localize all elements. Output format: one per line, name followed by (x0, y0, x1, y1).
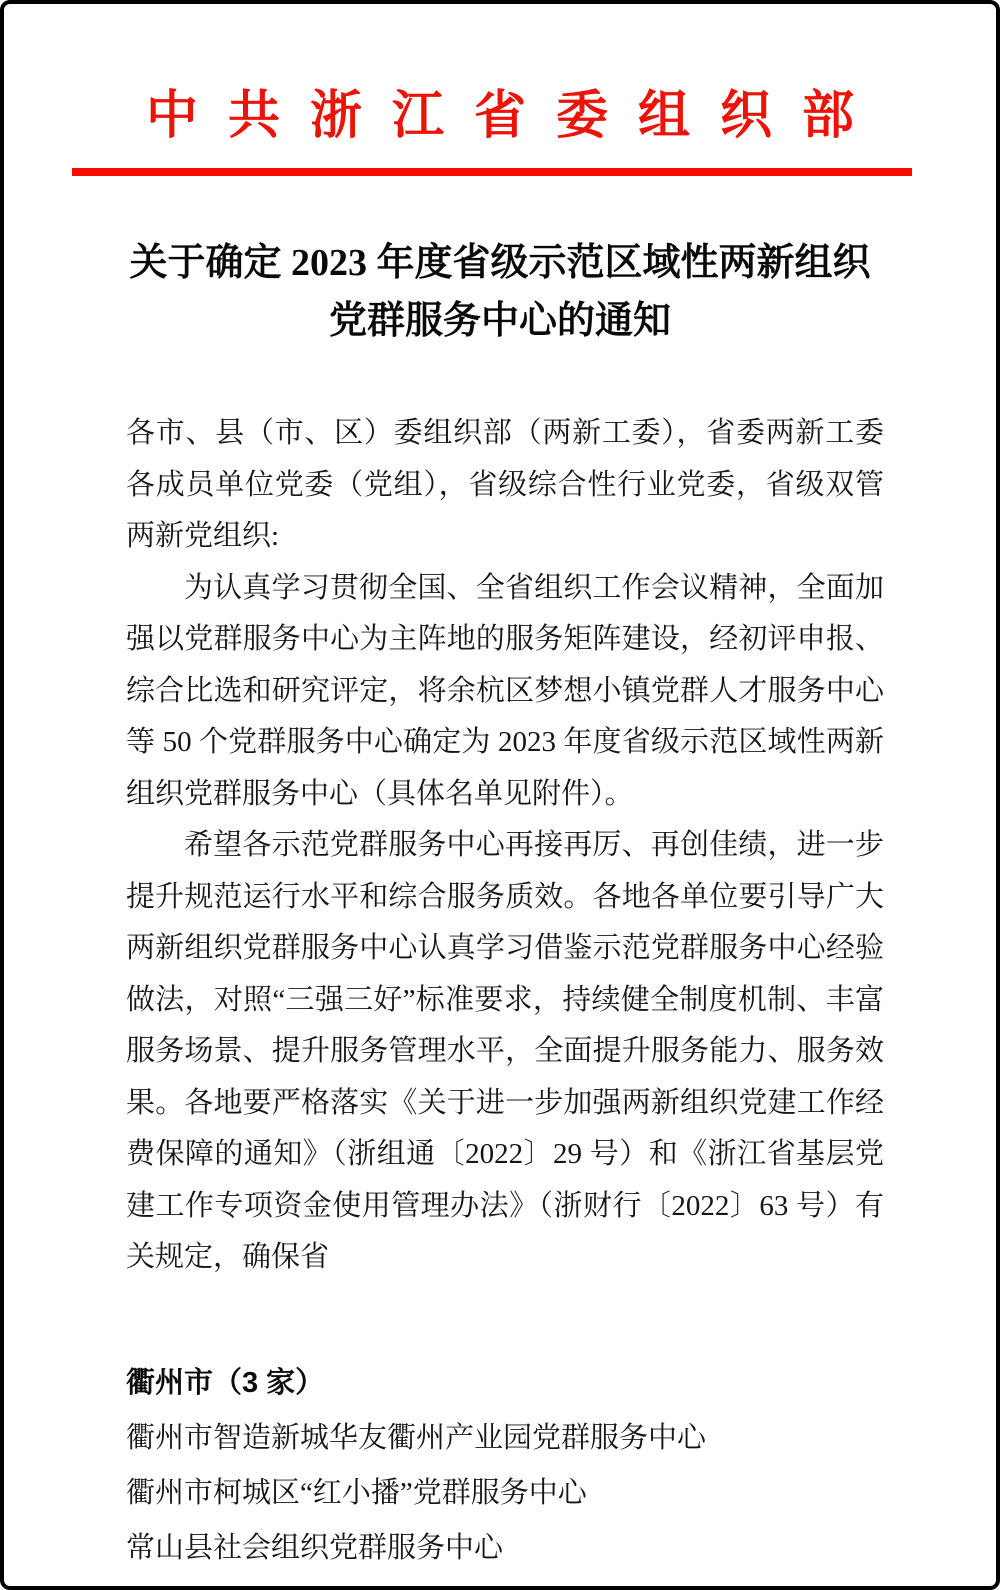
issuing-org-name: 中共浙江省委组织部 (145, 88, 884, 145)
document-body (126, 408, 884, 1284)
letterhead (4, 4, 996, 176)
letterhead-divider (72, 168, 912, 176)
body-paragraph-1: 为认真学习贯彻全国、全省组织工作会议精神，全面加强以党群服务中心为主阵地的服务矩阵建设，经初评申报、综合比选和研究评定，将余杭区梦想小镇党群人才服务中心等 50 个党群服务中心确定为 2023 年度省级示范区域性两新组织党群服务中心（具体名单见附件）。 (126, 571, 884, 810)
salutation: 各市、县（市、区）委组织部（两新工委），省委两新工委各成员单位党委（党组），省级综合性行业党委，省级双管两新党组织: (126, 417, 884, 552)
service-center-item: 常山县社会组织党群服务中心 (126, 1531, 504, 1564)
service-center-item: 衢州市柯城区“红小播”党群服务中心 (126, 1476, 587, 1509)
service-center-item: 衢州市智造新城华友衢州产业园党群服务中心 (126, 1421, 707, 1454)
body-paragraph-2: 希望各示范党群服务中心再接再厉、再创佳绩，进一步提升规范运行水平和综合服务质效。各地各单位要引导广大两新组织党群服务中心认真学习借鉴示范党群服务中心经验做法，对照“三强三好”标准要求，持续健全制度机制、丰富服务场景、提升服务管理水平，全面提升服务能力、服务效果。各地要严格落实《关于进一步加强两新组织党建工作经费保障的通知》（浙组通〔2022〕29 号）和《浙江省基层党建工作专项资金使用管理办法》（浙财行〔2022〕63 号）有关规定，确保省 (126, 829, 884, 1273)
city-section-heading: 衢州市（3 家） (126, 1366, 325, 1399)
document-title-line1: 关于确定 2023 年度省级示范区域性两新组织 (129, 242, 871, 284)
document-title-line2: 党群服务中心的通知 (328, 300, 671, 342)
document-title (114, 234, 886, 350)
city-list-section (126, 1356, 884, 1576)
